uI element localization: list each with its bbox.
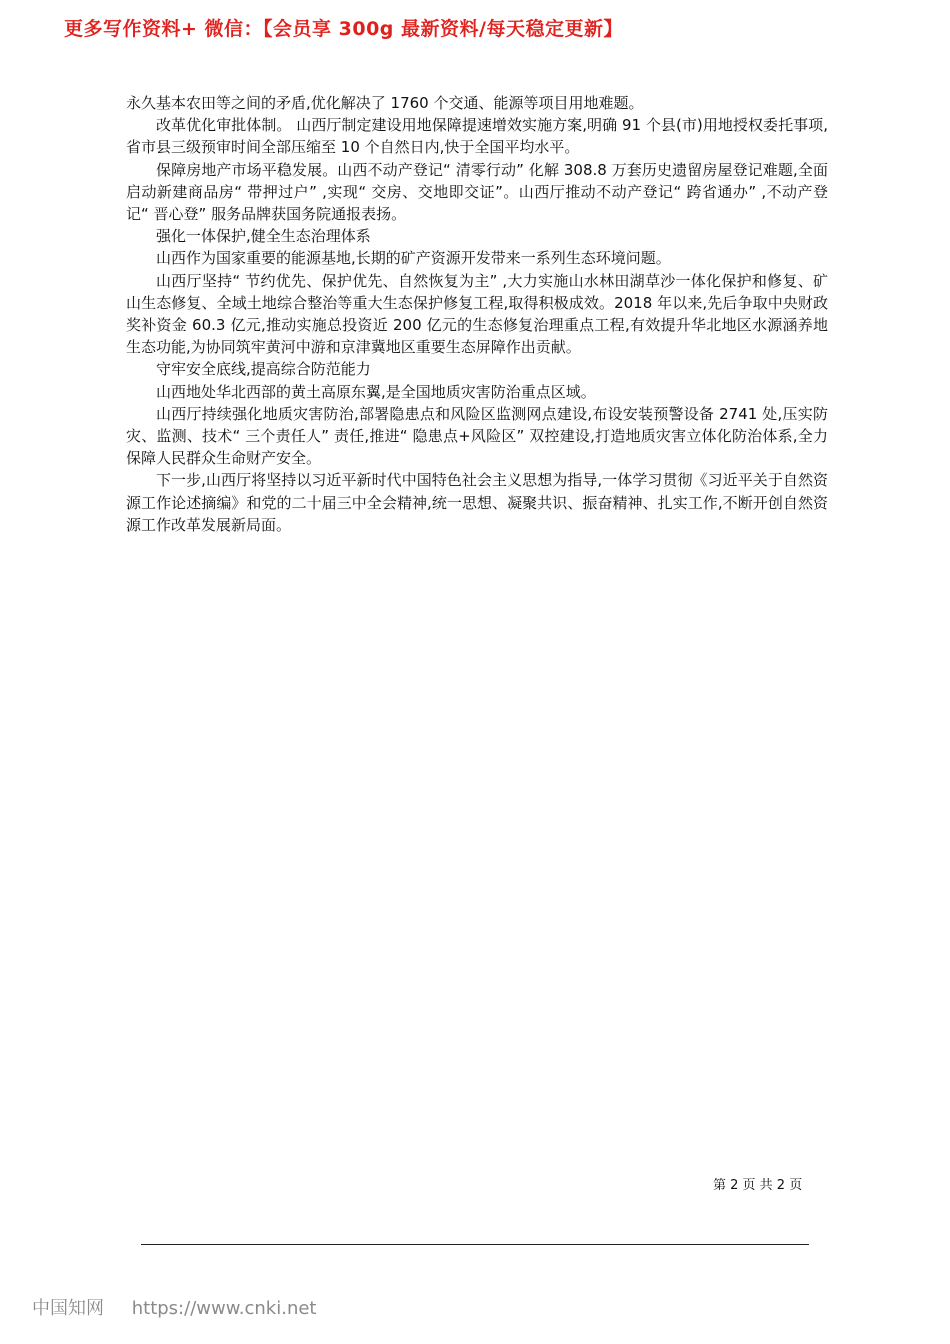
paragraph: 保障房地产市场平稳发展。山西不动产登记“ 清零行动” 化解 308.8 万套历史遗留房屋登记难题,全面启动新建商品房“ 带押过户” ,实现“ 交房、交地即交证”。山西厅推动不动产登记“ 跨省通办” ,不动产登记“ 晋心登” 服务品牌获国务院通报表扬。 [126, 160, 828, 224]
footer-divider [141, 1244, 809, 1245]
cnki-watermark [32, 1294, 316, 1320]
paragraph: 下一步,山西厅将坚持以习近平新时代中国特色社会主义思想为指导,一体学习贯彻《习近平关于自然资源工作论述摘编》和党的二十届三中全会精神,统一思想、凝聚共识、振奋精神、扎实工作,不断开创自然资源工作改革发展新局面。 [126, 471, 828, 534]
promo-banner: 更多写作资料+ 微信：【会员享 300g 最新资料/每天稳定更新】 [64, 18, 623, 40]
paragraph: 山西厅坚持“ 节约优先、保护优先、自然恢复为主” ,大力实施山水林田湖草沙一体化保护和修复、矿山生态修复、全域土地综合整治等重大生态保护修复工程,取得积极成效。2018 年以来,先后争取中央财政奖补资金 60.3 亿元,推动实施总投资近 200 亿元的生态修复治理重点工程,有效提升华北地区水源涵养地生态功能,为协同筑牢黄河中游和京津冀地区重要生态屏障作出贡献。 [126, 271, 828, 357]
watermark-url: https://www.cnki.net [131, 1298, 317, 1319]
watermark-brand: 中国知网 [32, 1298, 104, 1319]
page-number: 第 2 页 共 2 页 [713, 1178, 803, 1193]
paragraph: 改革优化审批体制。 山西厅制定建设用地保障提速增效实施方案,明确 91 个县(市)用地授权委托事项,省市县三级预审时间全部压缩至 10 个自然日内,快于全国平均水平。 [126, 116, 828, 157]
paragraph: 山西作为国家重要的能源基地,长期的矿产资源开发带来一系列生态环境问题。 [156, 249, 671, 268]
article-body [126, 92, 828, 536]
paragraph: 守牢安全底线,提高综合防范能力 [156, 360, 371, 379]
paragraph: 山西地处华北西部的黄土高原东翼,是全国地质灾害防治重点区域。 [156, 382, 596, 401]
paragraph: 永久基本农田等之间的矛盾,优化解决了 1760 个交通、能源等项目用地难题。 [126, 94, 644, 112]
paragraph: 强化一体保护,健全生态治理体系 [156, 227, 371, 246]
paragraph: 山西厅持续强化地质灾害防治,部署隐患点和风险区监测网点建设,布设安装预警设备 2741 处,压实防灾、监测、技术“ 三个责任人” 责任,推进“ 隐患点+风险区” 双控建设,打造地质灾害立体化防治体系,全力保障人民群众生命财产安全。 [126, 404, 828, 468]
